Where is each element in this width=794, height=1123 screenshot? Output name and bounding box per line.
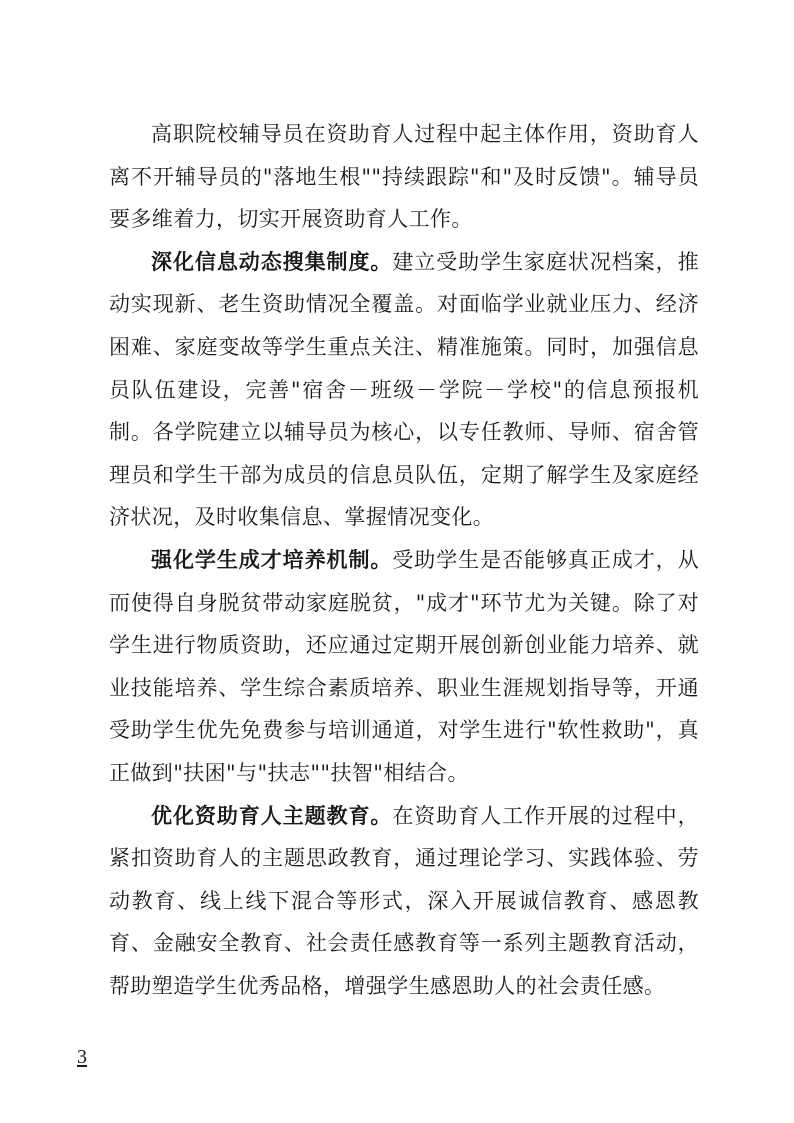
paragraph-heading-information-collection: 深化信息动态搜集制度。	[151, 249, 393, 274]
paragraph-theme-education	[109, 795, 699, 1008]
paragraph-heading-theme-education: 优化资助育人主题教育。	[151, 803, 393, 828]
paragraph-intro	[109, 113, 699, 241]
paragraph-talent-cultivation	[109, 539, 699, 795]
paragraph-information-collection	[109, 241, 699, 539]
paragraph-body-information-collection: 建立受助学生家庭状况档案，推动实现新、老生资助情况全覆盖。对面临学业就业压力、经济困难、家庭变故等学生重点关注、精准施策。同时，加强信息员队伍建设，完善"宿舍－班级－学院－学校"的信息预报机制。各学院建立以辅导员为核心，以专任教师、导师、宿舍管理员和学生干部为成员的信息员队伍，定期了解学生及家庭经济状况，及时收集信息、掌握情况变化。	[109, 249, 699, 530]
document-body	[109, 113, 699, 1007]
page-number: 3	[77, 1046, 87, 1068]
paragraph-intro-text: 高职院校辅导员在资助育人过程中起主体作用，资助育人离不开辅导员的"落地生根""持续跟踪"和"及时反馈"。辅导员要多维着力，切实开展资助育人工作。	[109, 122, 699, 232]
paragraph-body-theme-education: 在资助育人工作开展的过程中，紧扣资助育人的主题思政教育，通过理论学习、实践体验、劳动教育、线上线下混合等形式，深入开展诚信教育、感恩教育、金融安全教育、社会责任感教育等一系列主题教育活动，帮助塑造学生优秀品格，增强学生感恩助人的社会责任感。	[109, 803, 699, 998]
paragraph-heading-talent-cultivation: 强化学生成才培养机制。	[151, 547, 393, 572]
paragraph-body-talent-cultivation: 受助学生是否能够真正成才，从而使得自身脱贫带动家庭脱贫，"成才"环节尤为关键。除了对学生进行物质资助，还应通过定期开展创新创业能力培养、就业技能培养、学生综合素质培养、职业生涯规划指导等，开通受助学生优先免费参与培训通道，对学生进行"软性救助"，真正做到"扶困"与"扶志""扶智"相结合。	[109, 547, 699, 785]
